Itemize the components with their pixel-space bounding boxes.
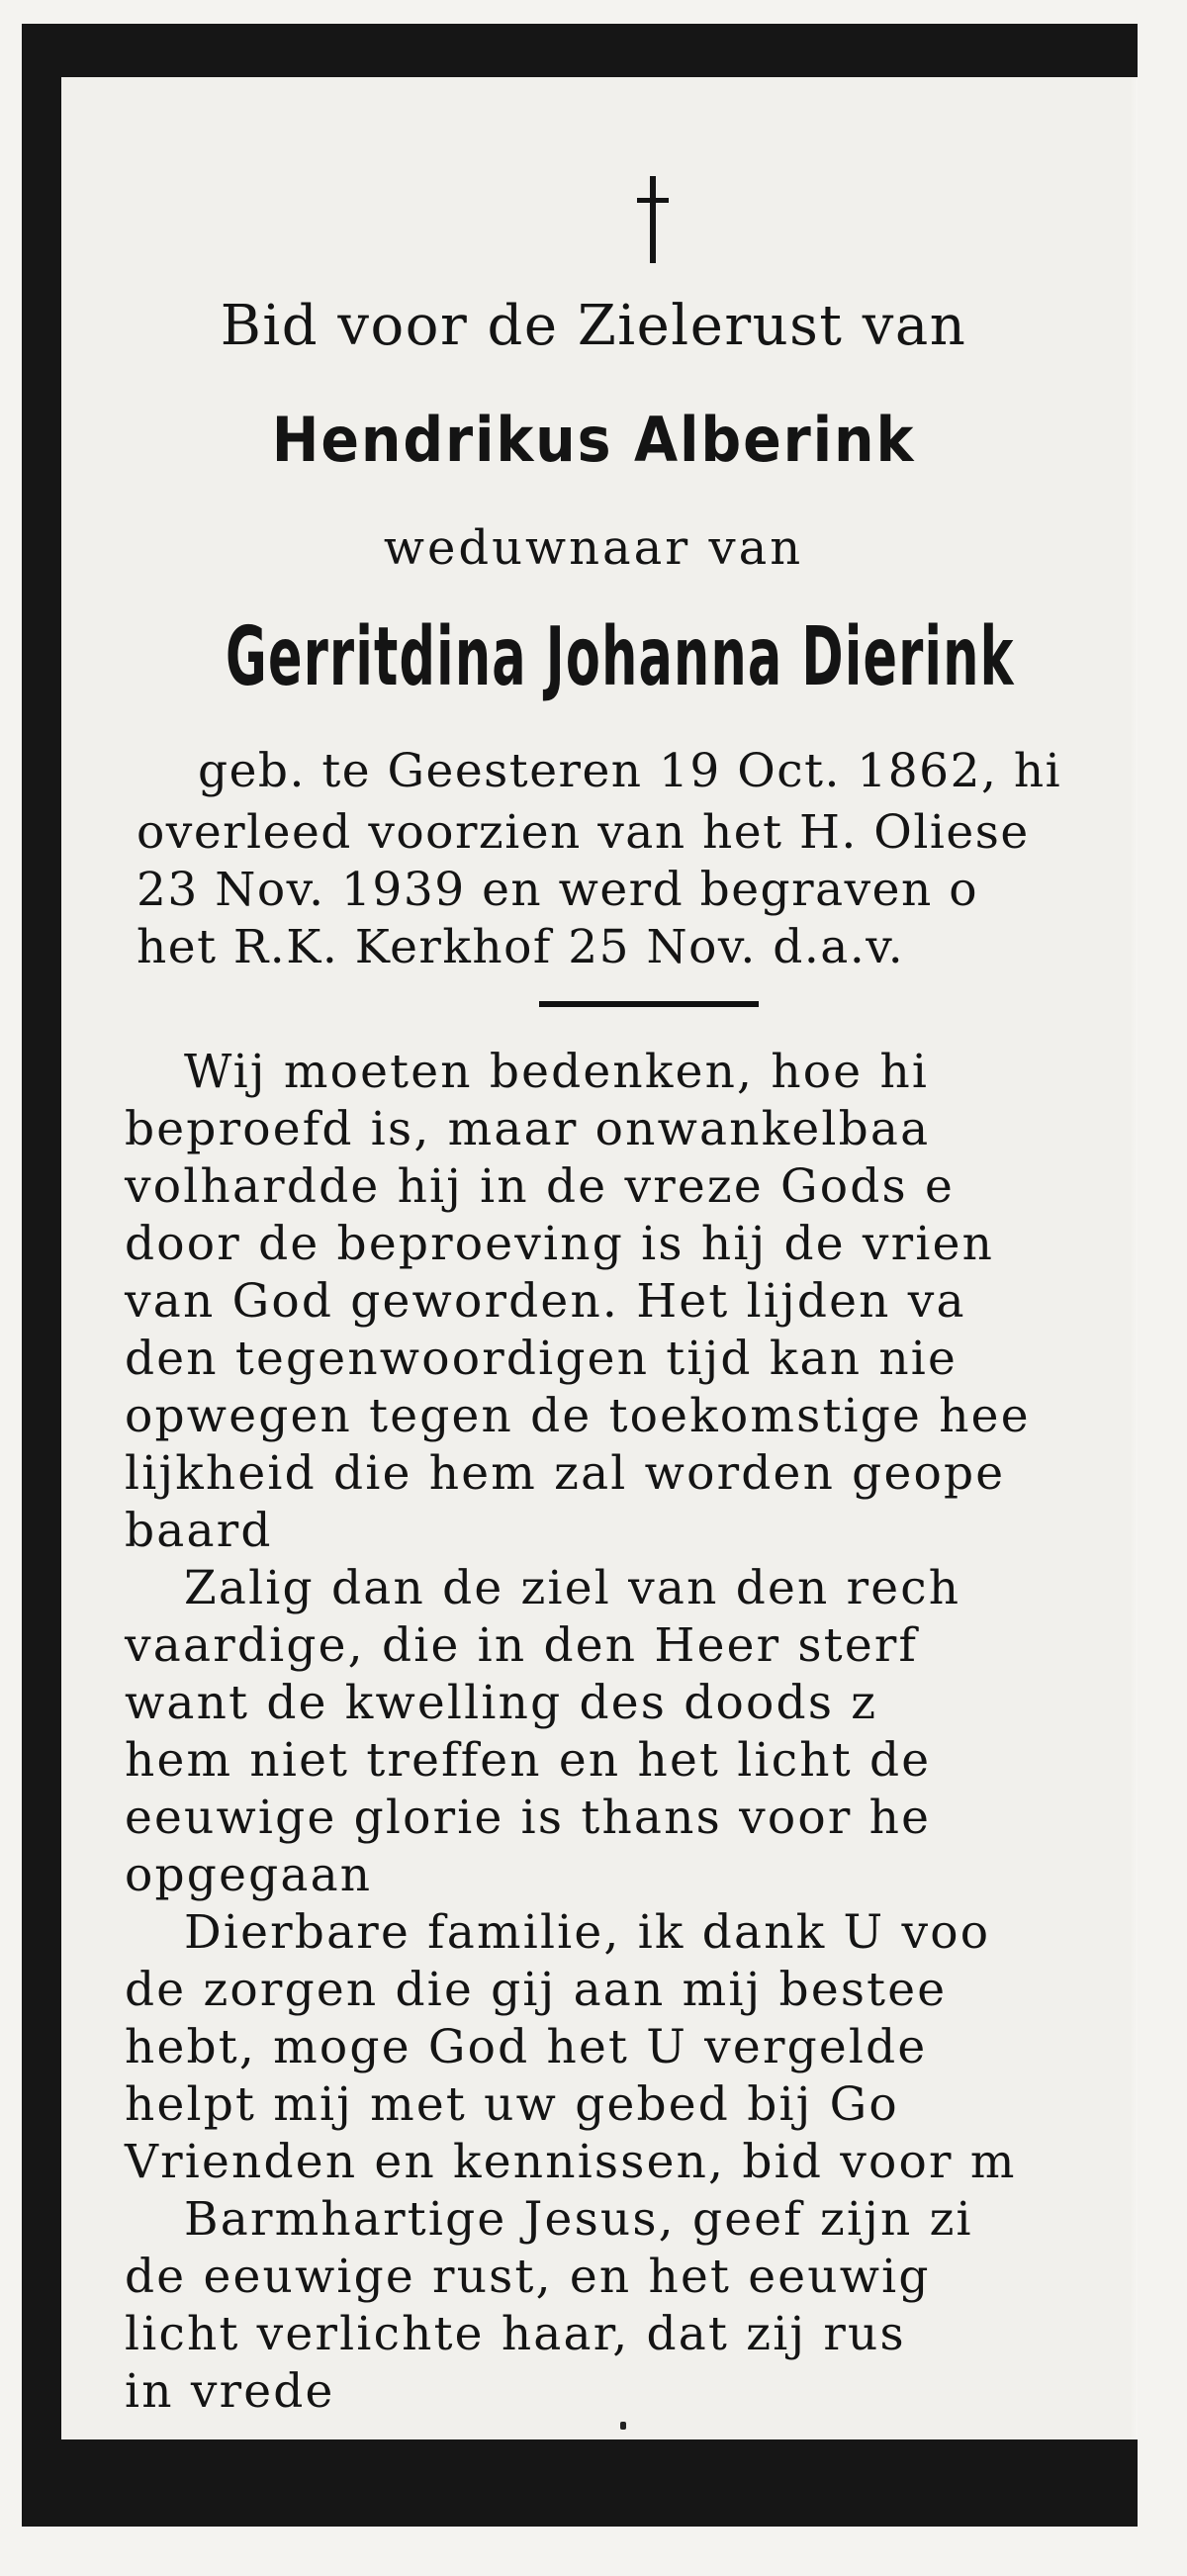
body-line: vaardige, die in den Heer sterf: [125, 1618, 919, 1673]
body-line: Zalig dan de ziel van den rech: [184, 1561, 961, 1615]
bio-line: geb. te Geesteren 19 Oct. 1862, hi: [198, 744, 1062, 798]
bio-line: het R.K. Kerkhof 25 Nov. d.a.v.: [137, 920, 905, 974]
body-line: den tegenwoordigen tijd kan nie: [125, 1332, 959, 1386]
body-line: baard: [125, 1504, 273, 1558]
body-line: beproefd is, maar onwankelbaa: [125, 1102, 931, 1156]
divider-rule: [539, 1001, 759, 1007]
body-line: opgegaan: [125, 1848, 373, 1902]
body-line: de eeuwige rust, en het eeuwig: [125, 2250, 931, 2304]
body-line: Vrienden en kennissen, bid voor m: [125, 2135, 1017, 2189]
cross-icon: [633, 176, 673, 263]
body-line: hebt, moge God het U vergelde: [125, 2020, 928, 2074]
body-line: Dierbare familie, ik dank U voo: [184, 1905, 991, 1960]
body-line: Barmhartige Jesus, geef zijn zi: [184, 2192, 973, 2247]
body-line: opwegen tegen de toekomstige hee: [125, 1389, 1031, 1443]
body-line: want de kwelling des doods z: [125, 1676, 878, 1730]
print-speck: [620, 2422, 626, 2430]
body-line: licht verlichte haar, dat zij rus: [125, 2307, 906, 2361]
body-line: hem niet treffen en het licht de: [125, 1733, 932, 1788]
deceased-name: Hendrikus Alberink: [271, 404, 916, 476]
body-line: in vrede: [125, 2364, 335, 2419]
body-line: eeuwige glorie is thans voor he: [125, 1791, 932, 1845]
bio-line: overleed voorzien van het H. Oliese: [137, 805, 1030, 860]
body-line: Wij moeten bedenken, hoe hi: [184, 1045, 930, 1099]
body-line: van God geworden. Het lijden va: [125, 1274, 966, 1329]
spouse-name: Gerritdina Johanna Dierink: [226, 610, 1015, 704]
relation-text: weduwnaar van: [383, 520, 804, 576]
prayer-intro: Bid voor de Zielerust van: [220, 294, 967, 358]
body-line: volhardde hij in de vreze Gods e: [125, 1159, 956, 1214]
body-line: door de beproeving is hij de vrien: [125, 1217, 995, 1271]
bio-line: 23 Nov. 1939 en werd begraven o: [137, 863, 978, 917]
body-line: de zorgen die gij aan mij bestee: [125, 1963, 948, 2017]
body-line: lijkheid die hem zal worden geope: [125, 1446, 1006, 1501]
body-line: helpt mij met uw gebed bij Go: [125, 2077, 899, 2132]
